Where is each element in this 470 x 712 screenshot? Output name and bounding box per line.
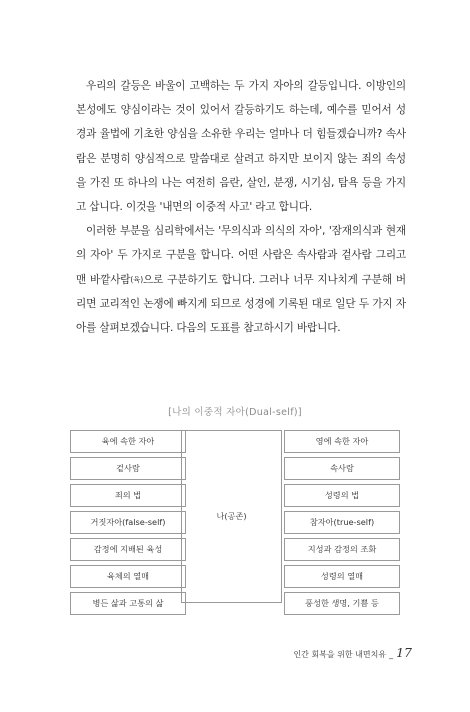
- body-text: [76, 74, 406, 340]
- left-cell: 거짓자아(false-self): [70, 511, 186, 534]
- left-cell: 병든 삶과 고통의 삶: [70, 592, 186, 615]
- left-cell: 겉사람: [70, 457, 186, 480]
- right-cell: 지성과 감정의 조화: [284, 538, 400, 561]
- right-cell: 성령의 법: [284, 484, 400, 507]
- paragraph-2-text-b: 으로 구분하기도 합니다. 그러나 너무 지나치게 구분해 버리면 교리적인 논쟁에 빠지게 되므로 성경에 기록된 대로 일단 두 가지 자아를 살펴보겠습니다. 다음의 도표를 참고하시기 바랍니다.: [76, 273, 406, 335]
- left-cell: 육체의 열매: [70, 565, 186, 588]
- footer-book-title: 인간 회복을 위한 내면치유: [293, 650, 387, 659]
- right-cell: 성령의 열매: [284, 565, 400, 588]
- page-number: 17: [396, 645, 412, 660]
- right-cell: 풍성한 생명, 기쁨 등: [284, 592, 400, 615]
- paragraph-1: [76, 74, 406, 219]
- right-cell: 영에 속한 자아: [284, 430, 400, 453]
- paragraph-2: [76, 219, 406, 340]
- left-cell: 육에 속한 자아: [70, 430, 186, 453]
- center-label: 나(공존): [216, 511, 247, 521]
- footer-separator: _: [389, 650, 394, 659]
- paragraph-2-text-a: 이러한 부분을 심리학에서는 '무의식과 의식의 자아', '잠재의식과 현재의 자아' 두 가지로 구분을 합니다. 어떤 사람은 속사람과 겉사람 그리고 맨 바깥사람: [76, 225, 406, 286]
- figure-right-column: [284, 430, 400, 619]
- figure-left-column: [70, 430, 186, 619]
- page-footer: [0, 645, 412, 660]
- left-cell: 감정에 지배된 육성: [70, 538, 186, 561]
- right-cell: 속사람: [284, 457, 400, 480]
- figure-caption: [나의 이중적 자아(Dual-self)]: [168, 407, 302, 418]
- paragraph-1-text: 우리의 갈등은 바울이 고백하는 두 가지 자아의 갈등입니다. 이방인의 본성에도 양심이라는 것이 있어서 갈등하기도 하는데, 예수를 믿어서 성경과 율법에 기초한 양심을 소유한 우리는 얼마나 더 힘들겠습니까? 속사람은 분명히 양심적으로 말씀대로 살려고 하지만 보이지 않는 죄의 속성을 가진 또 하나의 나는 여전히 음란, 살인, 분쟁, 시기심, 탐욕 등을 가지고 삽니다. 이것을 '내면의 이중적 사고' 라고 합니다.: [76, 80, 406, 214]
- figure-center-box: [181, 430, 282, 603]
- paragraph-2-small-text: (육): [130, 274, 144, 284]
- right-cell: 참자아(true-self): [284, 511, 400, 534]
- left-cell: 죄의 법: [70, 484, 186, 507]
